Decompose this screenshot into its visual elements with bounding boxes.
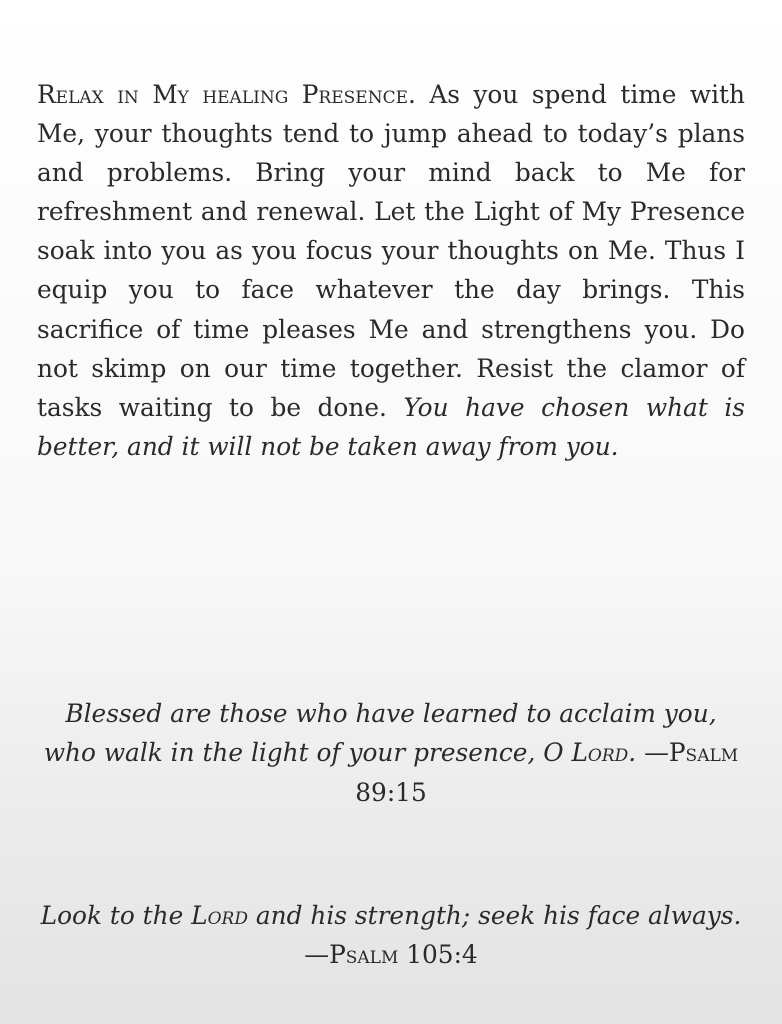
scripture-reference: —Psalm 105:4 (304, 940, 478, 970)
lord-small-caps: Lord (191, 901, 248, 930)
lord-small-caps: Lord (571, 738, 629, 768)
scripture-text: Look to the Lord and his strength; seek his face always. (40, 901, 742, 930)
italic-verse: You have chosen what is better, and it will not be taken away from you. (37, 392, 745, 461)
scripture-quote-psalm-89 (37, 694, 745, 812)
opening-small-caps: Relax in My healing Presence. (37, 80, 416, 109)
devotional-paragraph (37, 75, 745, 466)
scripture-text: Blessed are those who have learned to acclaim you, who walk in the light of your presence, O Lord. (43, 699, 717, 768)
scripture-reference: —Psalm 89:15 (355, 738, 739, 807)
scripture-quote-psalm-105 (37, 896, 745, 975)
devotional-body: As you spend time with Me, your thoughts tend to jump ahead to today’s plans and problems. Bring your mind back to Me for refreshment and renewal. Let the Light of My Presence soak into you as you focus your thoughts on Me. Thus I equip you to face whatever the day brings. This sacrifice of time pleases Me and strengthens you. Do not skimp on our time together. Resist the clamor of tasks waiting to be done. (37, 80, 745, 422)
